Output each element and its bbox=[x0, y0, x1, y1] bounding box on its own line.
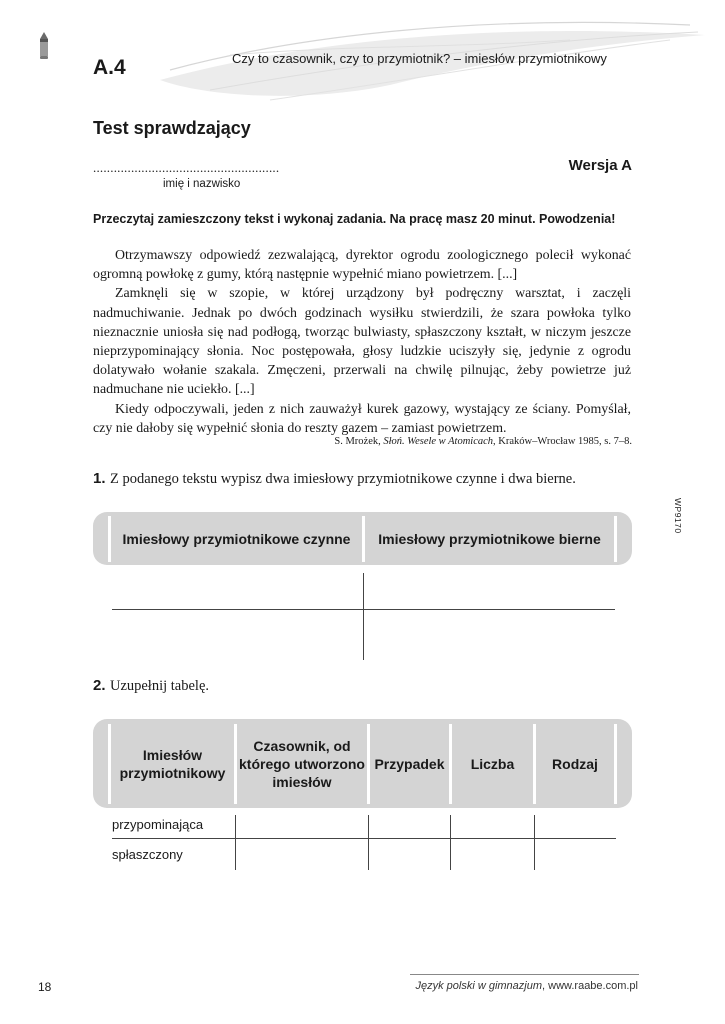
table2-col-header: Imiesłów przymiotnikowy bbox=[119, 747, 226, 781]
table1-cell[interactable] bbox=[365, 611, 615, 659]
topic-title: Czy to czasownik, czy to przymiotnik? – imiesłów przymiotnikowy bbox=[232, 51, 607, 66]
citation-author: S. Mrożek, bbox=[334, 436, 384, 447]
question-number: 2. bbox=[93, 677, 106, 694]
citation-rest: , Kraków–Wrocław 1985, s. 7–8. bbox=[493, 436, 632, 447]
table2-cell[interactable] bbox=[237, 815, 367, 837]
table2-cell[interactable] bbox=[452, 840, 533, 870]
table2-row-label: spłaszczony bbox=[112, 847, 183, 862]
section-code: A.4 bbox=[93, 56, 126, 79]
table2-col-header: Rodzaj bbox=[552, 756, 598, 772]
table1-cell[interactable] bbox=[112, 573, 362, 609]
passage-paragraph: Zamknęli się w szopie, w której urządzony był podręczny warsztat, i zaczęli nadmuchiwanie. Jednak po dwóch godzinach wysiłku stwierdzili, że szara powłoka tylko nieznacznie uniosła się nad podłogą, tworząc bulwiasty, spłaszczony kształt, w niczym jeszcze nieprzypominający słonia. Noc postępowała, głosy ludzkie uciszyły się, jedynie z ogrodu dolatywało wołanie szakala. Zmęczeni, przerwali na chwilę pilnując, żeby powietrze już nadmuchane nie uciekło. [...] bbox=[93, 286, 631, 398]
question-text: Uzupełnij tabelę. bbox=[109, 678, 210, 694]
table2-cell[interactable] bbox=[237, 840, 367, 870]
table2-cell[interactable] bbox=[536, 840, 616, 870]
citation-work: Słoń. Wesele w Atomicach bbox=[383, 436, 494, 447]
table2-col-header: Liczba bbox=[470, 756, 515, 772]
book-title: Język polski w gimnazjum bbox=[415, 980, 543, 992]
side-code: WP9170 bbox=[673, 498, 683, 534]
table1-cell[interactable] bbox=[112, 611, 362, 659]
question-2 bbox=[93, 677, 209, 695]
question-number: 1. bbox=[93, 470, 106, 487]
name-label: imię i nazwisko bbox=[163, 178, 241, 190]
citation bbox=[334, 436, 632, 447]
table2-col-header: Czasownik, od którego utworzono imiesłów bbox=[239, 738, 365, 790]
table1-row-line bbox=[112, 609, 615, 610]
instructions: Przeczytaj zamieszczony tekst i wykonaj zadania. Na pracę masz 20 minut. Powodzenia! bbox=[93, 212, 616, 226]
table1-col-header: Imiesłowy przymiotnikowe czynne bbox=[122, 531, 351, 547]
table1-divider bbox=[363, 573, 364, 660]
table2-col-header: Przypadek bbox=[374, 756, 445, 772]
pencil-icon bbox=[38, 32, 50, 60]
page-number: 18 bbox=[38, 980, 52, 994]
website-link[interactable]: , www.raabe.com.pl bbox=[542, 980, 638, 992]
passage-paragraph: Otrzymawszy odpowiedź zezwalającą, dyrektor ogrodu zoologicznego polecił wykonać ogromną powłokę z gumy, którą następnie wypełnić miano powietrzem. [...] bbox=[93, 248, 631, 283]
table2-cell[interactable] bbox=[370, 840, 449, 870]
table2-row-line bbox=[112, 838, 616, 839]
footer-rule bbox=[410, 974, 639, 975]
reading-passage bbox=[93, 246, 631, 438]
table2-cell[interactable] bbox=[536, 815, 616, 837]
table2-cell[interactable] bbox=[370, 815, 449, 837]
name-field[interactable]: ...................................................... bbox=[93, 160, 280, 175]
table2-row-label: przypominająca bbox=[112, 817, 204, 832]
footer-text bbox=[415, 980, 638, 992]
table1-cell[interactable] bbox=[365, 573, 615, 609]
table2-cell[interactable] bbox=[452, 815, 533, 837]
version-label: Wersja A bbox=[568, 157, 632, 174]
passage-paragraph: Kiedy odpoczywali, jeden z nich zauważył kurek gazowy, wystający ze ściany. Pomyślał, czy nie dałoby się wypełnić słonia do reszty gazem – zamiast powietrzem. bbox=[93, 401, 631, 436]
question-1 bbox=[93, 470, 576, 488]
table1-col-header: Imiesłowy przymiotnikowe bierne bbox=[378, 531, 601, 547]
page-title: Test sprawdzający bbox=[93, 118, 251, 138]
question-text: Z podanego tekstu wypisz dwa imiesłowy przymiotnikowe czynne i dwa bierne. bbox=[109, 471, 576, 487]
